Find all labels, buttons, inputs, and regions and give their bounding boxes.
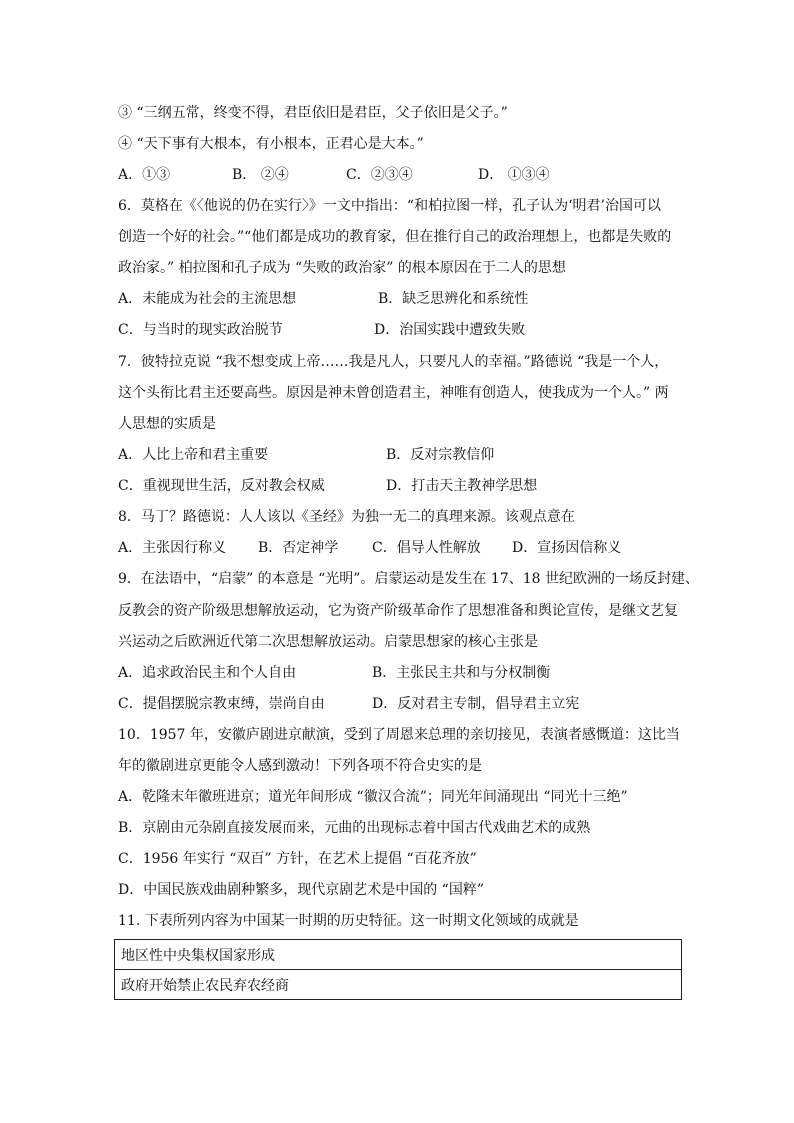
q5-option-c[interactable]: C．②③④ <box>346 167 413 183</box>
q10-stem-line: 10．1957 年，安徽庐剧进京献演，受到了周恩来总理的亲切接见，表演者感慨道：这比当 <box>118 727 680 743</box>
q5-item-4: ④ “天下事有大根本，有小根本，正君心是大本。” <box>118 136 424 152</box>
q10-option-b[interactable]: B．京剧由元杂剧直接发展而来，元曲的出现标志着中国古代戏曲艺术的成熟 <box>118 820 591 836</box>
q5-option-d[interactable]: D． ①③④ <box>478 167 550 183</box>
table-row <box>115 940 682 970</box>
q9-stem-line: 兴运动之后欧洲近代第二次思想解放运动。启蒙思想家的核心主张是 <box>118 634 538 650</box>
table-row <box>115 970 682 1000</box>
q10-option-c[interactable]: C．1956 年实行 “双百” 方针，在艺术上提倡 “百花齐放” <box>118 851 477 867</box>
q10-option-d[interactable]: D．中国民族戏曲剧种繁多，现代京剧艺术是中国的 “国粹” <box>118 882 484 898</box>
q7-stem-line: 人思想的实质是 <box>118 416 216 432</box>
q7-option-b[interactable]: B．反对宗教信仰 <box>386 447 495 463</box>
q9-option-d[interactable]: D．反对君主专制，倡导君主立宪 <box>372 696 580 712</box>
table-cell: 地区性中央集权国家形成 <box>115 940 682 970</box>
table-cell: 政府开始禁止农民弃农经商 <box>115 970 682 1000</box>
q7-option-d[interactable]: D．打击天主教神学思想 <box>386 478 538 494</box>
q7-stem-line: 7．彼特拉克说 “我不想变成上帝……我是凡人，只要凡人的幸福。”路德说 “我是一个人， <box>118 354 669 370</box>
q9-stem-line: 9．在法语中，“启蒙” 的本意是 “光明”。启蒙运动是发生在 17、18 世纪欧洲的一场反封建、 <box>118 571 699 587</box>
q5-option-b[interactable]: B． ②④ <box>232 167 289 183</box>
q9-option-c[interactable]: C．提倡摆脱宗教束缚，崇尚自由 <box>118 696 325 712</box>
q8-option-a[interactable]: A．主张因行称义 <box>118 540 227 556</box>
q6-stem-line: 创造一个好的社会。”“他们都是成功的教育家，但在推行自己的政治理想上，也都是失败的 <box>118 229 672 245</box>
q6-stem-line: 6．莫格在《〈他说的仍在实行〉》一文中指出：“和柏拉图一样，孔子认为‘明君’治国可以 <box>118 198 661 214</box>
q5-item-3: ③ “三纲五常，终变不得，君臣依旧是君臣，父子依旧是父子。” <box>118 105 508 121</box>
q11-stem-line: 11. 下表所列内容为中国某一时期的历史特征。这一时期文化领域的成就是 <box>118 913 579 929</box>
q7-option-a[interactable]: A．人比上帝和君主重要 <box>118 447 269 463</box>
q6-option-d[interactable]: D．治国实践中遭致失败 <box>374 322 526 338</box>
q8-option-b[interactable]: B．否定神学 <box>258 540 339 556</box>
q6-option-b[interactable]: B．缺乏思辨化和系统性 <box>378 291 529 307</box>
q11-feature-table <box>114 939 682 1000</box>
q9-stem-line: 反教会的资产阶级思想解放运动，它为资产阶级革命作了思想准备和舆论宣传，是继文艺复 <box>118 603 678 619</box>
q6-stem-line: 政治家。” 柏拉图和孔子成为 “失败的政治家” 的根本原因在于二人的思想 <box>118 260 566 276</box>
q10-option-a[interactable]: A．乾隆末年徽班进京；道光年间形成 “徽汉合流”；同光年间涌现出 “同光十三绝” <box>118 789 628 805</box>
q7-stem-line: 这个头衔比君主还要高些。原因是神未曾创造君主，神唯有创造人，使我成为一个人。” 两 <box>118 385 669 401</box>
q6-option-a[interactable]: A．未能成为社会的主流思想 <box>118 291 297 307</box>
q9-option-b[interactable]: B．主张民主共和与分权制衡 <box>372 665 551 681</box>
q8-option-c[interactable]: C．倡导人性解放 <box>372 540 481 556</box>
q5-option-a[interactable]: A．①③ <box>118 167 171 183</box>
q10-stem-line: 年的徽剧进京更能令人感到激动！下列各项不符合史实的是 <box>118 758 482 774</box>
q6-option-c[interactable]: C．与当时的现实政治脱节 <box>118 322 283 338</box>
q8-option-d[interactable]: D．宣扬因信称义 <box>512 540 622 556</box>
q8-stem-line: 8．马丁？路德说：人人该以《圣经》为独一无二的真理来源。该观点意在 <box>118 509 575 525</box>
q7-option-c[interactable]: C．重视现世生活，反对教会权威 <box>118 478 325 494</box>
q9-option-a[interactable]: A．追求政治民主和个人自由 <box>118 665 297 681</box>
